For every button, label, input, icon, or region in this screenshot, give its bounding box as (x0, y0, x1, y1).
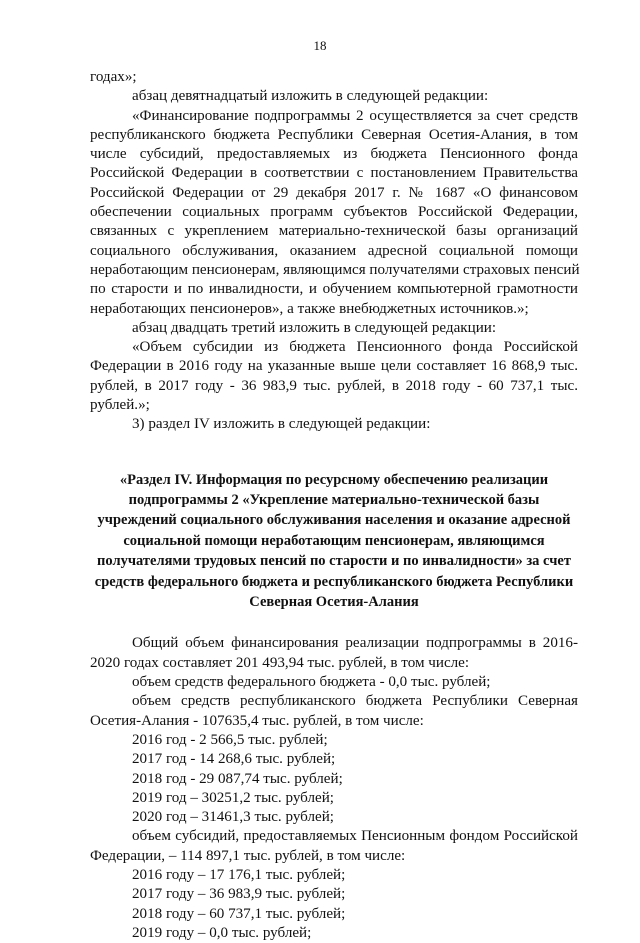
text-line: 2020 годах составляет 201 493,94 тыс. рублей, в том числе: (90, 654, 470, 671)
text-line: 3) раздел IV изложить в следующей редакции: (132, 416, 431, 433)
heading-line: подпрограммы 2 «Укрепление материально-технической базы (128, 492, 540, 509)
text-line: связанных с укреплением материально-технической базы организаций (90, 223, 578, 240)
text-line: числе субсидий, предоставляемых из бюджета Пенсионного фонда (90, 146, 578, 163)
text-line: 2016 году – 17 176,1 тыс. рублей; (132, 867, 346, 884)
text-line: Федерации в 2016 году на указанные выше цели составляет 16 868,9 тыс. (90, 358, 578, 375)
heading-line: «Раздел IV. Информация по ресурсному обеспечению реализации (119, 471, 549, 488)
text-line: «Объем субсидии из бюджета Пенсионного фонда Российской (132, 339, 578, 356)
text-line: обеспечении социальных программ субъектов Российской Федерации, (90, 204, 578, 221)
text-line: 2016 год - 2 566,5 тыс. рублей; (132, 731, 328, 748)
text-line: Осетия-Алания - 107635,4 тыс. рублей, в том числе: (90, 712, 424, 729)
text-line: годах»; (90, 69, 137, 85)
heading-line: учреждений социального обслуживания населения и оказание адресной (97, 512, 571, 529)
text-line: 2017 год - 14 268,6 тыс. рублей; (132, 751, 336, 768)
document-body (90, 68, 578, 943)
text-line: 2020 год – 31461,3 тыс. рублей; (132, 809, 334, 826)
heading-line: социальной помощи неработающим пенсионерам, являющимся (123, 532, 545, 549)
text-line: 2018 году – 60 737,1 тыс. рублей; (132, 905, 346, 922)
text-line: социального обслуживания, оказанием адресной социальной помощи (90, 242, 578, 259)
text-line: абзац двадцать третий изложить в следующей редакции: (132, 319, 497, 336)
text-line: «Финансирование подпрограммы 2 осуществляется за счет средств (132, 107, 578, 124)
heading-line: получателями трудовых пенсий по старости и по инвалидности» за счет (97, 553, 571, 570)
text-line: объем средств республиканского бюджета Республики Северная (132, 693, 578, 710)
text-line: рублей, в 2017 году - 36 983,9 тыс. рублей, в 2018 году - 60 737,1 тыс. (90, 377, 578, 394)
text-line: Общий объем финансирования реализации подпрограммы в 2016- (132, 635, 578, 652)
text-line: республиканского бюджета Республики Северная Осетия-Алания, в том (90, 126, 578, 143)
text-line: по старости и по инвалидности, и обучением компьютерной грамотности (90, 281, 578, 298)
text-line: абзац девятнадцатый изложить в следующей редакции: (132, 88, 489, 105)
text-line: 2017 году – 36 983,9 тыс. рублей; (132, 886, 346, 903)
text-line: объем средств федерального бюджета - 0,0 тыс. рублей; (132, 674, 491, 691)
text-line: рублей.»; (90, 397, 150, 414)
text-line: Российской Федерации в соответствии с постановлением Правительства (90, 165, 578, 182)
heading-line: Северная Осетия-Алания (249, 594, 419, 611)
text-line: 2019 год – 30251,2 тыс. рублей; (132, 789, 334, 806)
heading-line: средств федерального бюджета и республиканского бюджета Республики (94, 573, 574, 590)
funding-text (90, 634, 578, 943)
section-heading (90, 470, 578, 613)
text-line: 2019 году – 0,0 тыс. рублей; (132, 924, 312, 941)
page-number: 18 (313, 38, 327, 53)
text-line: объем субсидий, предоставляемых Пенсионным фондом Российской (132, 828, 578, 845)
text-line: 2018 год - 29 087,74 тыс. рублей; (132, 770, 343, 787)
text-line: Российской Федерации от 29 декабря 2017 г. № 1687 «О финансовом (90, 184, 578, 201)
text-line: Федерации, – 114 897,1 тыс. рублей, в том числе: (90, 847, 406, 864)
text-line: неработающим пенсионерам, являющимся получателями страховых пенсий (90, 261, 580, 278)
amendment-text (90, 68, 578, 435)
text-line: неработающих пенсионеров», а также внебюджетных источников.»; (90, 300, 529, 317)
